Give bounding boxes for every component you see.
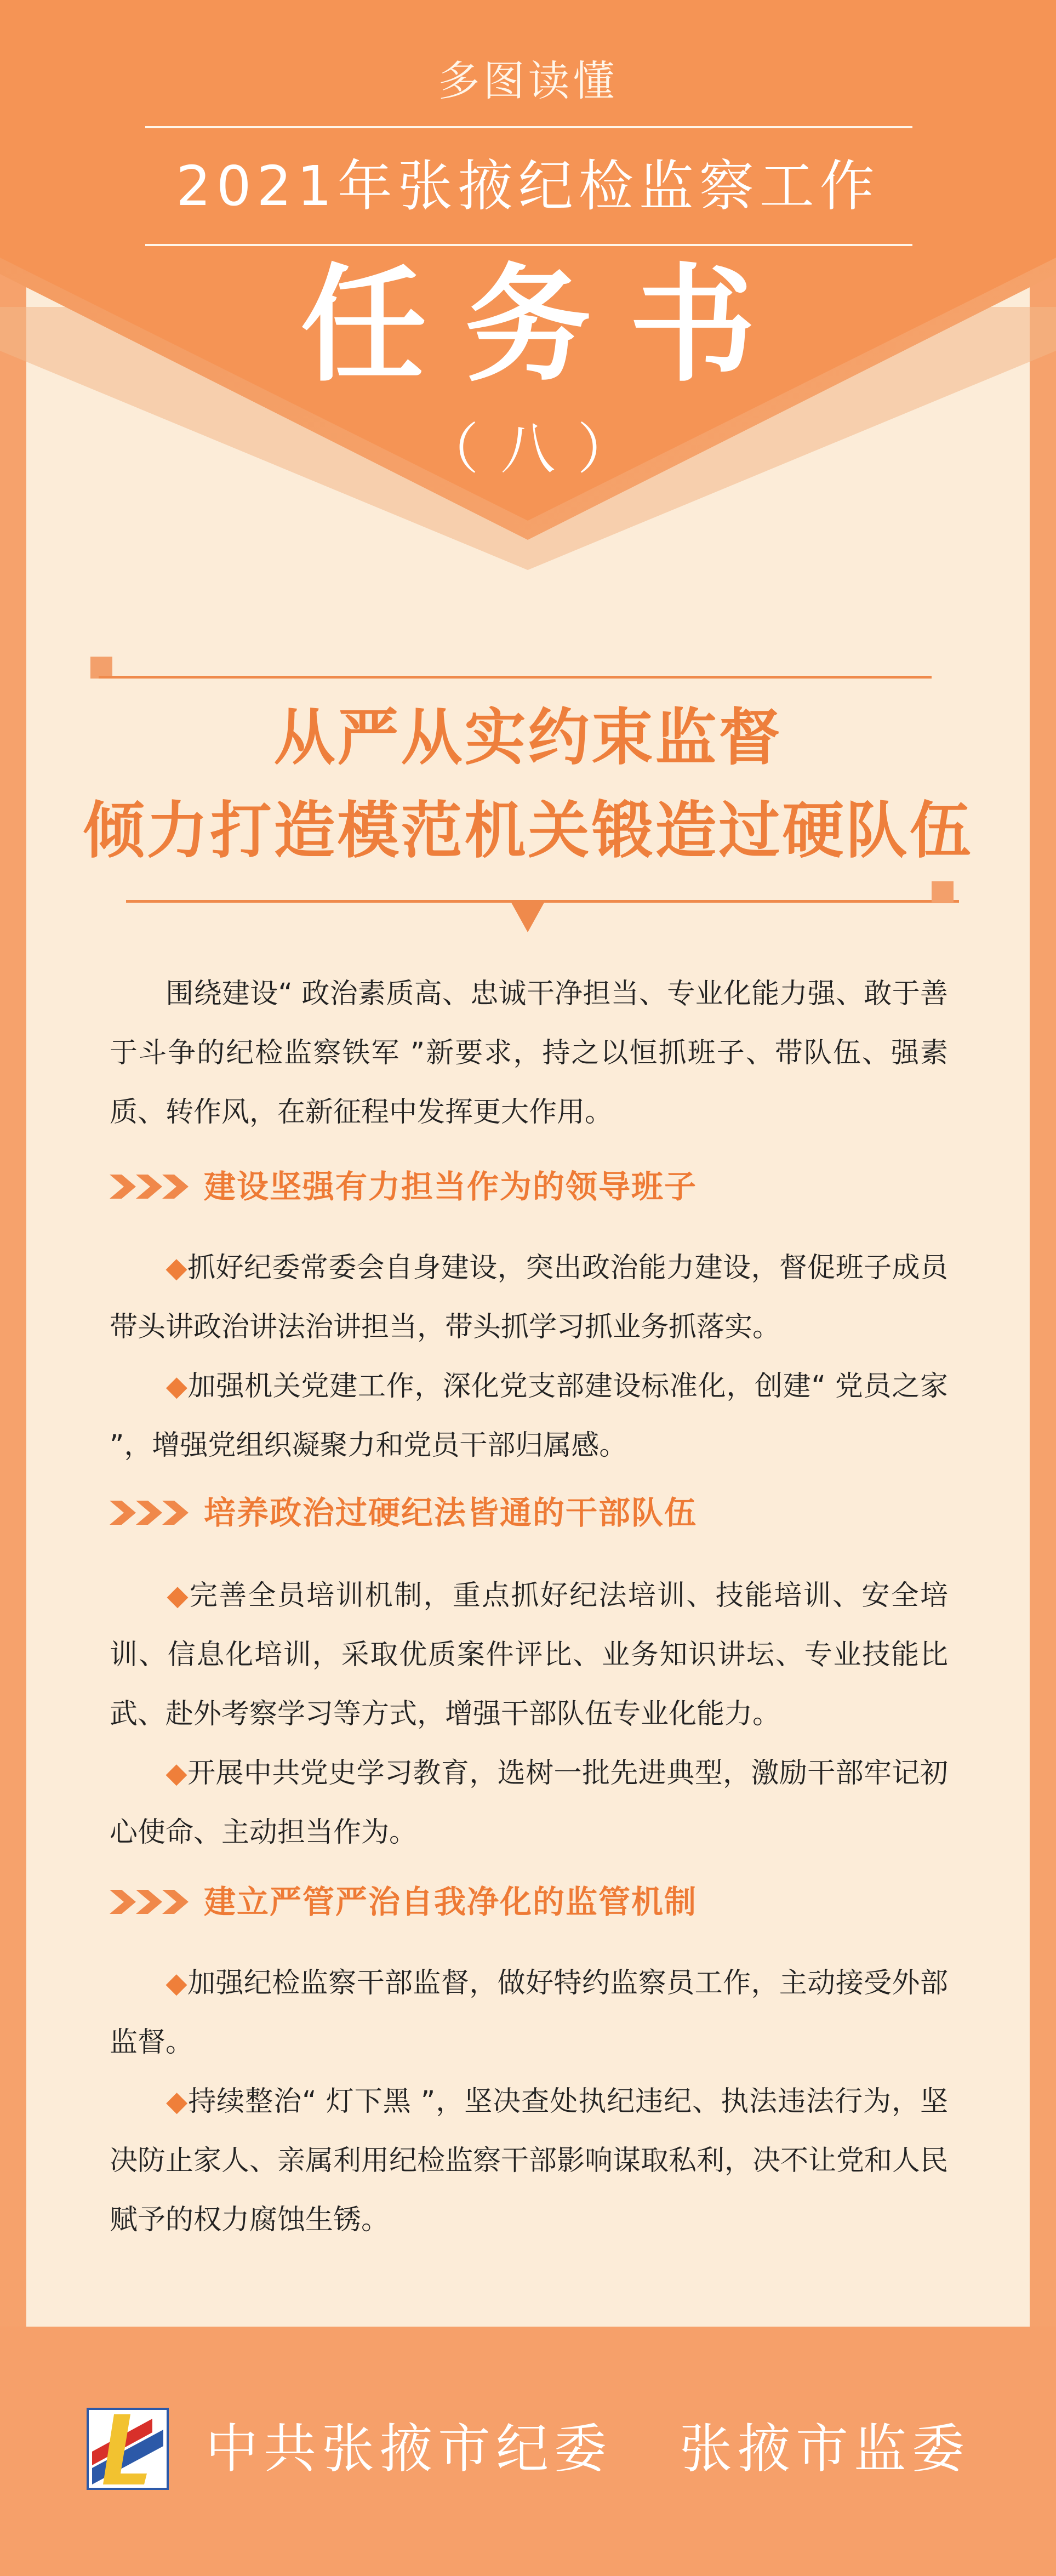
decor-square-top [90,657,112,679]
intro-paragraph: 围绕建设“ 政治素质高、忠诚干净担当、专业化能力强、敢于善于斗争的纪检监察铁军 ”新要求，持之以恒抓班子、带队伍、强素质、转作风，在新征程中发挥更大作用。 [110,978,948,1129]
header-title: 2021年张掖纪检监察工作 [176,154,880,218]
triple-arrow-icon [110,1885,192,1918]
header-subtitle: 多图读懂 [438,56,618,105]
section-3-item-1: ◆加强纪检监察干部监督，做好特约监察员工作，主动接受外部监督。 [110,1967,948,2059]
bullet-diamond-icon: ◆ [165,2085,189,2118]
header-big-title: 任务书 [300,253,794,399]
bullet-diamond-icon: ◆ [165,1252,188,1284]
header-divider-top [145,126,912,128]
footer-org-2: 张掖市监委 [680,2418,970,2480]
triple-arrow-icon [110,1496,192,1529]
header-number: （八） [424,417,654,481]
section-heading-1 [110,1167,697,1206]
zhangye-discipline-logo-icon [87,2408,169,2490]
section-3-item-2: ◆持续整治“ 灯下黑 ”，坚决查处执纪违纪、执法违法行为，坚决防止家人、亲属利用纪检监察干部影响谋取私利，决不让党和人民赋予的权力腐蚀生锈。 [110,2085,949,2236]
bullet-diamond-icon: ◆ [165,1757,188,1789]
section-heading-3 [110,1883,697,1921]
bullet-diamond-icon: ◆ [165,1580,190,1612]
title-pointer-icon [511,902,545,934]
footer-org-1: 中共张掖市纪委 [206,2418,612,2480]
decor-square-bottom [932,881,954,903]
bullet-diamond-icon: ◆ [165,1967,188,1999]
main-title-line1: 从严从实约束监督 [273,702,783,773]
section-title-3: 建立严管严治自我净化的监管机制 [204,1883,698,1920]
section-heading-2 [110,1494,697,1532]
section-1-item-1: ◆抓好纪委常委会自身建设，突出政治能力建设，督促班子成员带头讲政治讲法治讲担当，带头抓学习抓业务抓落实。 [110,1252,948,1343]
title-rule-top [99,676,932,679]
main-title-line2: 倾力打造模范机关锻造过硬队伍 [83,795,973,867]
bullet-diamond-icon: ◆ [165,1370,188,1403]
header-divider-bottom [145,244,912,246]
section-title-1: 建设坚强有力担当作为的领导班子 [204,1168,698,1205]
section-title-2: 培养政治过硬纪法皆通的干部队伍 [204,1494,698,1531]
triple-arrow-icon [110,1170,192,1203]
section-2-item-2: ◆开展中共党史学习教育，选树一批先进典型，激励干部牢记初心使命、主动担当作为。 [110,1757,948,1849]
section-1-item-2: ◆加强机关党建工作，深化党支部建设标准化，创建“ 党员之家 ”，增强党组织凝聚力和党员干部归属感。 [110,1370,948,1462]
section-2-item-1: ◆完善全员培训机制，重点抓好纪法培训、技能培训、安全培训、信息化培训，采取优质案件评比、业务知识讲坛、专业技能比武、赴外考察学习等方式，增强干部队伍专业化能力。 [110,1580,948,1730]
